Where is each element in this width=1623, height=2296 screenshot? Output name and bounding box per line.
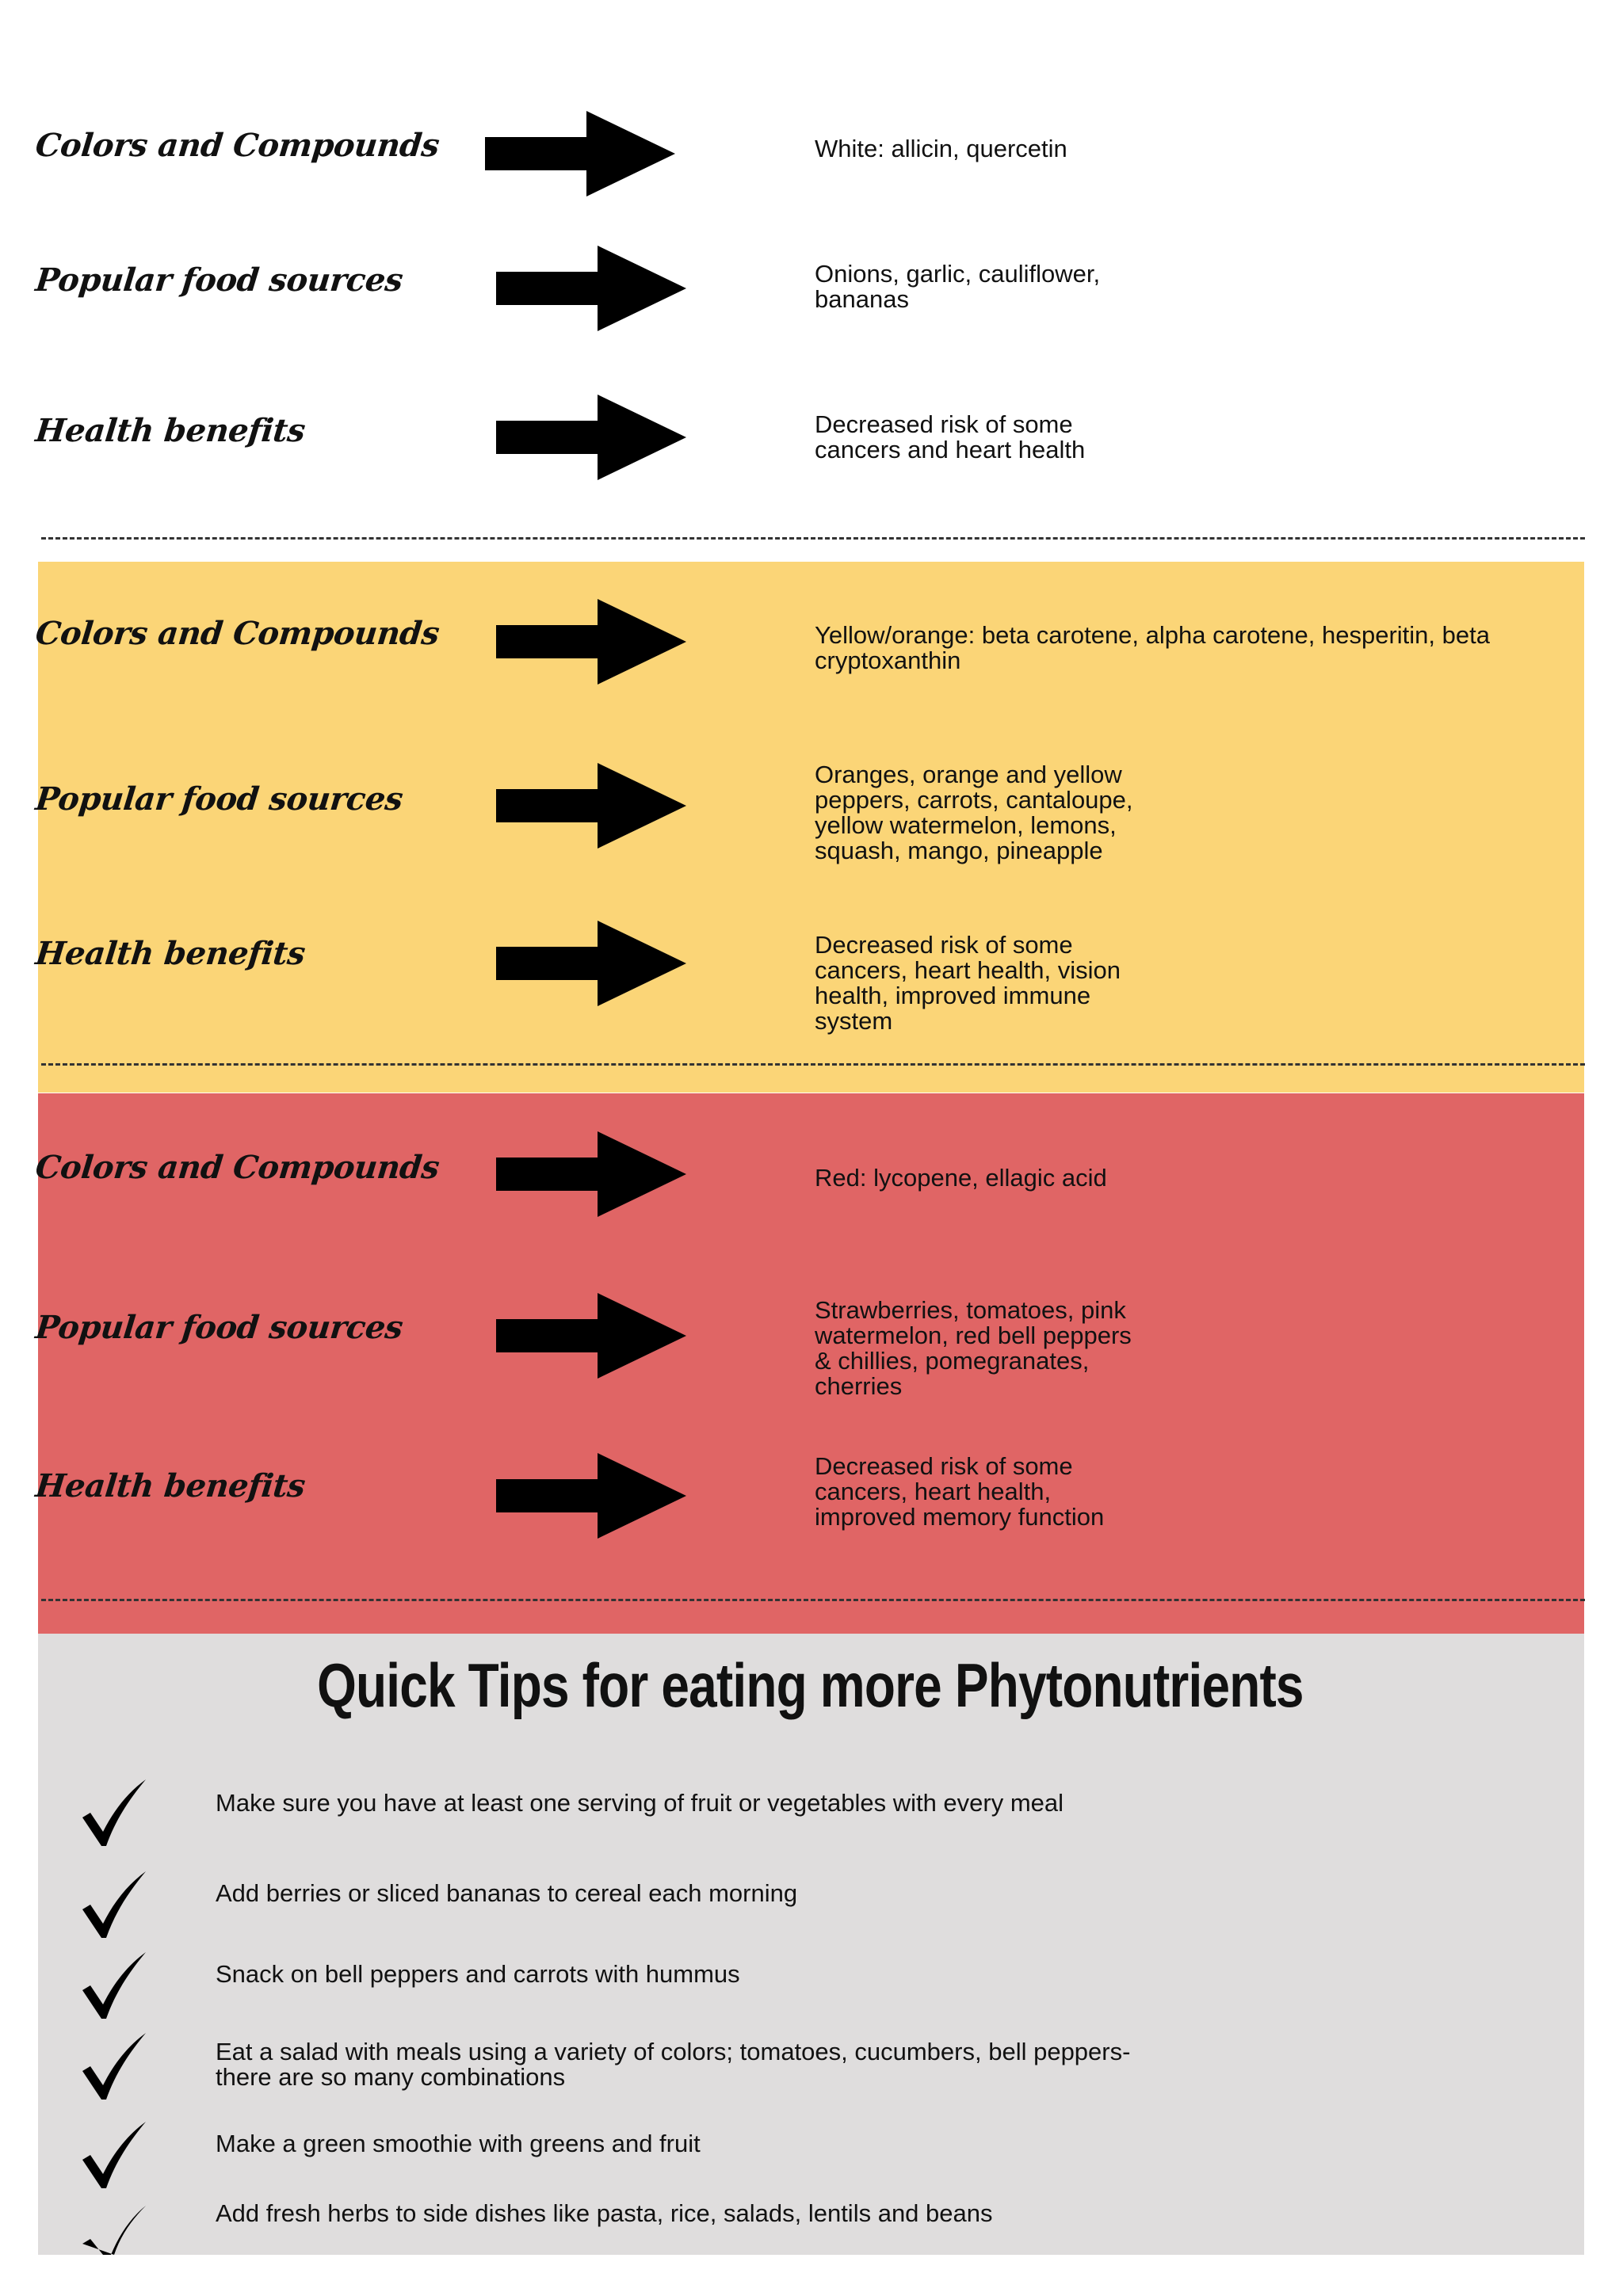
row-value: Decreased risk of some cancers, heart health, vision health, improved immune system — [815, 931, 1121, 1035]
tip-text: Make a green smoothie with greens and fruit — [216, 2130, 701, 2157]
row-value: Red: lycopene, ellagic acid — [815, 1164, 1107, 1192]
row-value: Decreased risk of some cancers, heart health, improved memory function — [815, 1452, 1105, 1531]
checkmark-icon — [79, 1951, 151, 2022]
checkmark-icon — [79, 2120, 151, 2191]
tip-text: Snack on bell peppers and carrots with hummus — [216, 1960, 740, 1988]
row-label: Health benefits — [33, 1467, 307, 1505]
arrow-right-icon — [496, 1293, 686, 1379]
row-label: Popular food sources — [33, 261, 405, 299]
arrow-right-icon — [496, 1453, 686, 1539]
row-value: Decreased risk of some cancers and heart health — [815, 410, 1086, 463]
arrow-right-icon — [496, 763, 686, 849]
arrow-right-icon — [496, 921, 686, 1006]
row-value: Strawberries, tomatoes, pink watermelon, red bell peppers & chillies, pomegranates, cherries — [815, 1296, 1132, 1400]
row-label: Colors and Compounds — [33, 127, 441, 164]
section-divider — [41, 537, 1585, 540]
section-divider — [41, 1063, 1585, 1066]
tip-text: Eat a salad with meals using a variety of colors; tomatoes, cucumbers, bell peppers- there are so many combinations — [216, 2038, 1131, 2091]
checkmark-icon — [79, 2031, 151, 2103]
arrow-right-icon — [496, 599, 686, 685]
section-divider — [41, 1599, 1585, 1601]
tips-title: Quick Tips for eating more Phytonutrients — [317, 1650, 1304, 1720]
row-label: Health benefits — [33, 412, 307, 449]
arrow-right-icon — [485, 111, 675, 196]
row-label: Colors and Compounds — [33, 615, 441, 652]
checkmark-icon — [79, 1778, 151, 1849]
arrow-right-icon — [496, 395, 686, 480]
arrow-right-icon — [496, 1131, 686, 1217]
checkmark-icon — [79, 1870, 151, 1941]
row-label: Health benefits — [33, 935, 307, 972]
row-label: Colors and Compounds — [33, 1149, 441, 1186]
row-value: Yellow/orange: beta carotene, alpha carotene, hesperitin, beta cryptoxanthin — [815, 621, 1490, 674]
tip-text: Add fresh herbs to side dishes like pasta, rice, salads, lentils and beans — [216, 2199, 993, 2227]
row-label: Popular food sources — [33, 780, 405, 818]
row-value: White: allicin, quercetin — [815, 135, 1067, 162]
tips-section — [38, 1634, 1584, 2255]
row-value: Oranges, orange and yellow peppers, carrots, cantaloupe, yellow watermelon, lemons, squash, mango, pineapple — [815, 761, 1133, 864]
tip-text: Make sure you have at least one serving of fruit or vegetables with every meal — [216, 1789, 1064, 1817]
arrow-right-icon — [496, 246, 686, 331]
tip-text: Add berries or sliced bananas to cereal each morning — [216, 1879, 798, 1907]
row-value: Onions, garlic, cauliflower, bananas — [815, 260, 1101, 313]
checkmark-icon — [79, 2204, 151, 2255]
row-label: Popular food sources — [33, 1309, 405, 1346]
